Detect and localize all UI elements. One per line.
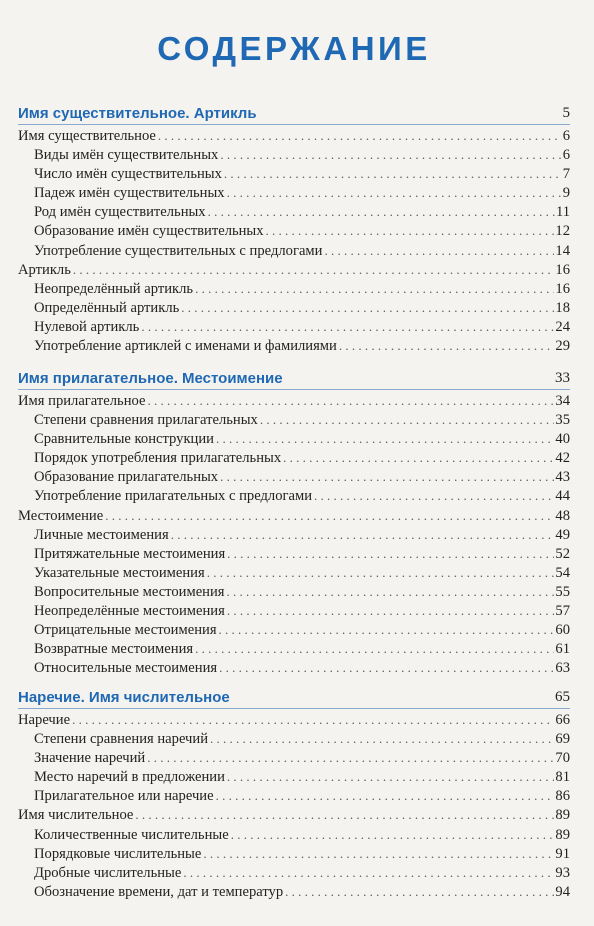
entry-label: Притяжательные местоимения (34, 545, 226, 562)
dot-leader (207, 563, 555, 582)
dot-leader (210, 729, 554, 748)
toc-entry[interactable] (18, 298, 570, 317)
dot-leader (141, 317, 554, 336)
dot-leader (314, 486, 554, 505)
toc-entry[interactable] (18, 145, 570, 164)
dot-leader (227, 544, 554, 563)
entry-label: Местоимение (18, 507, 104, 524)
entry-page-number: 6 (562, 128, 570, 144)
entry-page-number: 35 (555, 412, 570, 429)
entry-label: Степени сравнения прилагательных (34, 412, 258, 429)
entry-page-number: 7 (562, 166, 570, 183)
entry-page-number: 54 (555, 564, 570, 581)
entry-label: Род имён существительных (34, 204, 206, 221)
dot-leader (72, 710, 554, 729)
dot-leader (216, 786, 555, 805)
entry-label: Вопросительные местоимения (34, 583, 225, 600)
entry-page-number: 18 (555, 299, 570, 316)
entry-label: Неопределённый артикль (34, 280, 194, 297)
entry-label: Значение наречий (34, 750, 146, 767)
toc-entry[interactable] (18, 391, 570, 410)
entry-label: Виды имён существительных (34, 147, 219, 164)
entry-page-number: 48 (555, 507, 570, 524)
entry-label: Личные местоимения (34, 526, 169, 543)
entry-page-number: 91 (555, 845, 570, 862)
entry-label: Порядок употребления прилагательных (34, 450, 282, 467)
entry-page-number: 89 (555, 826, 570, 843)
entry-page-number: 81 (555, 769, 570, 786)
entry-page-number: 66 (555, 712, 570, 728)
entry-label: Степени сравнения наречий (34, 731, 209, 748)
toc-entry[interactable] (18, 563, 570, 582)
entry-page-number: 57 (555, 603, 570, 620)
entry-label: Употребление существительных с предлогами (34, 242, 323, 259)
entry-page-number: 16 (555, 261, 570, 278)
entry-page-number: 69 (555, 731, 570, 748)
entry-page-number: 34 (555, 393, 570, 409)
toc-entry[interactable] (18, 525, 570, 544)
entry-page-number: 89 (555, 807, 570, 824)
section-entries (18, 709, 570, 901)
entry-label: Нулевой артикль (34, 318, 140, 335)
dot-leader (227, 767, 554, 786)
dot-leader (195, 639, 554, 658)
dot-leader (181, 298, 554, 317)
section-title: Наречие. Имя числительное (18, 689, 230, 706)
toc-entry[interactable] (18, 467, 570, 486)
toc-entry[interactable] (18, 582, 570, 601)
section-page-number: 5 (562, 105, 570, 121)
section-header[interactable] (18, 365, 570, 387)
entry-page-number: 70 (555, 750, 570, 767)
section-page-number: 65 (555, 689, 570, 705)
toc-entry[interactable] (18, 544, 570, 563)
toc-entry[interactable] (18, 767, 570, 786)
entry-label: Имя числительное (18, 807, 134, 824)
toc-entry[interactable] (18, 448, 570, 467)
toc-entry[interactable] (18, 506, 570, 525)
toc-section (18, 365, 570, 677)
dot-leader (220, 145, 561, 164)
dot-leader (339, 336, 555, 355)
entry-label: Наречие (18, 712, 71, 728)
toc-entry[interactable] (18, 658, 570, 677)
toc-entry[interactable] (18, 863, 570, 882)
entry-page-number: 94 (555, 883, 570, 900)
dot-leader (266, 221, 555, 240)
toc-entry[interactable] (18, 317, 570, 336)
dot-leader (183, 863, 554, 882)
dot-leader (216, 429, 554, 448)
entry-label: Место наречий в предложении (34, 769, 225, 786)
toc-entry[interactable] (18, 639, 570, 658)
entry-page-number: 42 (555, 450, 570, 467)
entry-label: Отрицательные местоимения (34, 622, 217, 639)
toc-section (18, 100, 570, 355)
entry-page-number: 16 (555, 280, 570, 297)
dot-leader (171, 525, 555, 544)
section-entries (18, 390, 570, 677)
toc-entry[interactable] (18, 710, 570, 729)
toc-entry[interactable] (18, 183, 570, 202)
toc-entry[interactable] (18, 241, 570, 260)
entry-label: Прилагательное или наречие (34, 788, 214, 805)
toc-section (18, 684, 570, 901)
section-title: Имя прилагательное. Местоимение (18, 370, 283, 387)
toc-entry[interactable] (18, 729, 570, 748)
dot-leader (231, 825, 555, 844)
toc-entry[interactable] (18, 486, 570, 505)
entry-label: Образование прилагательных (34, 469, 219, 486)
dot-leader (219, 620, 555, 639)
entry-page-number: 6 (562, 147, 570, 164)
toc-entry[interactable] (18, 126, 570, 145)
toc-entry[interactable] (18, 279, 570, 298)
toc-entry[interactable] (18, 844, 570, 863)
entry-page-number: 11 (555, 204, 570, 221)
dot-leader (73, 260, 555, 279)
toc-entry[interactable] (18, 825, 570, 844)
dot-leader (220, 467, 554, 486)
entry-page-number: 60 (555, 622, 570, 639)
entry-page-number: 49 (555, 526, 570, 543)
dot-leader (105, 506, 554, 525)
entry-page-number: 24 (555, 318, 570, 335)
entry-page-number: 40 (555, 431, 570, 448)
dot-leader (324, 241, 554, 260)
toc-entry[interactable] (18, 882, 570, 901)
entry-page-number: 12 (555, 223, 570, 240)
dot-leader (203, 844, 554, 863)
entry-page-number: 14 (555, 242, 570, 259)
dot-leader (195, 279, 554, 298)
entry-label: Определённый артикль (34, 299, 180, 316)
toc-entry[interactable] (18, 786, 570, 805)
entry-label: Возвратные местоимения (34, 641, 194, 658)
entry-label: Употребление прилагательных с предлогами (34, 488, 313, 505)
toc-entry[interactable] (18, 620, 570, 639)
toc-entry[interactable] (18, 410, 570, 429)
toc-entry[interactable] (18, 748, 570, 767)
dot-leader (158, 126, 562, 145)
entry-page-number: 44 (555, 488, 570, 505)
entry-label: Артикль (18, 261, 71, 278)
section-entries (18, 125, 570, 355)
dot-leader (135, 805, 554, 824)
dot-leader (227, 582, 555, 601)
toc-entry[interactable] (18, 601, 570, 620)
section-title: Имя существительное. Артикль (18, 105, 257, 122)
toc-entry[interactable] (18, 164, 570, 183)
dot-leader (147, 748, 554, 767)
section-header[interactable] (18, 100, 570, 122)
entry-label: Обозначение времени, дат и температур (34, 883, 284, 900)
entry-page-number: 86 (555, 788, 570, 805)
dot-leader (283, 448, 554, 467)
toc-entry[interactable] (18, 221, 570, 240)
entry-page-number: 63 (555, 660, 570, 677)
dot-leader (227, 601, 555, 620)
dot-leader (224, 164, 562, 183)
entry-label: Употребление артиклей с именами и фамилиями (34, 338, 337, 355)
dot-leader (227, 183, 562, 202)
entry-label: Количественные числительные (34, 826, 229, 843)
dot-leader (219, 658, 554, 677)
entry-label: Дробные числительные (34, 864, 182, 881)
dot-leader (147, 391, 554, 410)
section-page-number: 33 (555, 370, 570, 386)
entry-page-number: 61 (555, 641, 570, 658)
dot-leader (285, 882, 554, 901)
dot-leader (208, 202, 555, 221)
dot-leader (260, 410, 555, 429)
toc-entry[interactable] (18, 202, 570, 221)
toc-entry[interactable] (18, 805, 570, 824)
entry-page-number: 43 (555, 469, 570, 486)
entry-page-number: 52 (555, 545, 570, 562)
toc-entry[interactable] (18, 336, 570, 355)
toc-entry[interactable] (18, 260, 570, 279)
page-title: СОДЕРЖАНИЕ (157, 30, 431, 67)
entry-label: Неопределённые местоимения (34, 603, 225, 620)
entry-label: Имя существительное (18, 128, 156, 144)
entry-label: Порядковые числительные (34, 845, 202, 862)
entry-page-number: 55 (555, 583, 570, 600)
entry-label: Падеж имён существительных (34, 185, 225, 202)
entry-label: Сравнительные конструкции (34, 431, 214, 448)
entry-page-number: 93 (555, 864, 570, 881)
entry-label: Число имён существительных (34, 166, 222, 183)
entry-label: Относительные местоимения (34, 660, 218, 677)
entry-label: Указательные местоимения (34, 564, 205, 581)
section-header[interactable] (18, 684, 570, 706)
entry-page-number: 9 (562, 185, 570, 202)
entry-page-number: 29 (555, 338, 570, 355)
entry-label: Образование имён существительных (34, 223, 264, 240)
entry-label: Имя прилагательное (18, 393, 146, 409)
toc-entry[interactable] (18, 429, 570, 448)
